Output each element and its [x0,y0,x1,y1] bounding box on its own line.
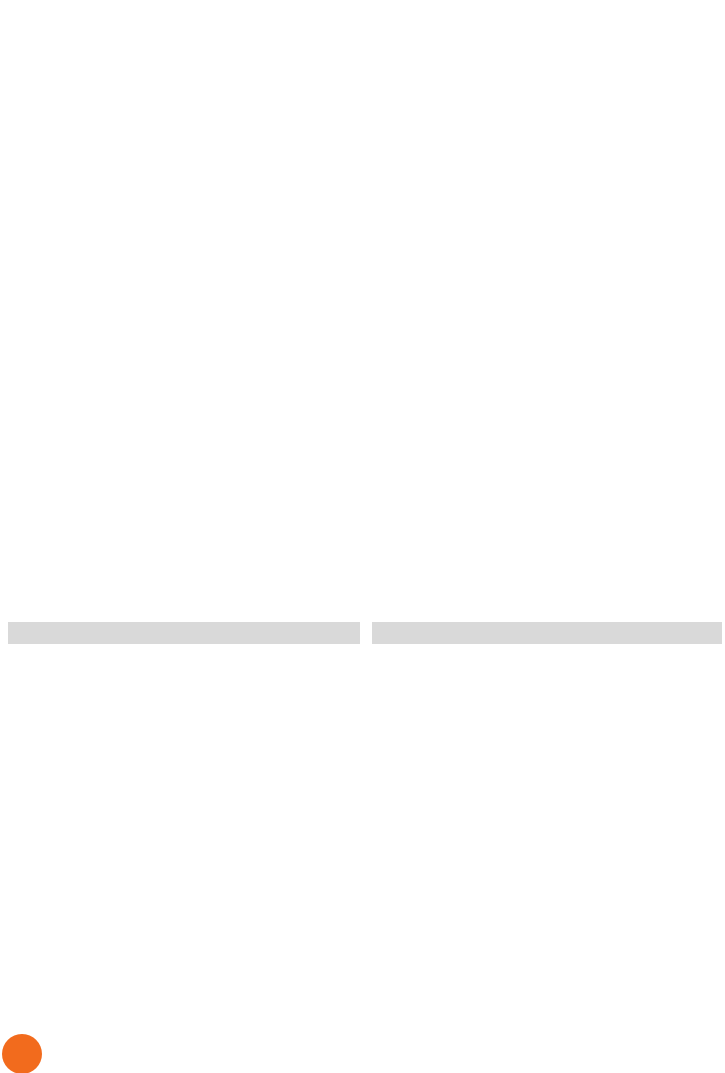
site-watermark [8,1002,725,1072]
prize-header-left [8,622,360,644]
prize-table [0,618,725,738]
prize-header-right [372,622,722,644]
draw-result-bar [0,574,725,618]
logo-icon [2,1034,42,1073]
